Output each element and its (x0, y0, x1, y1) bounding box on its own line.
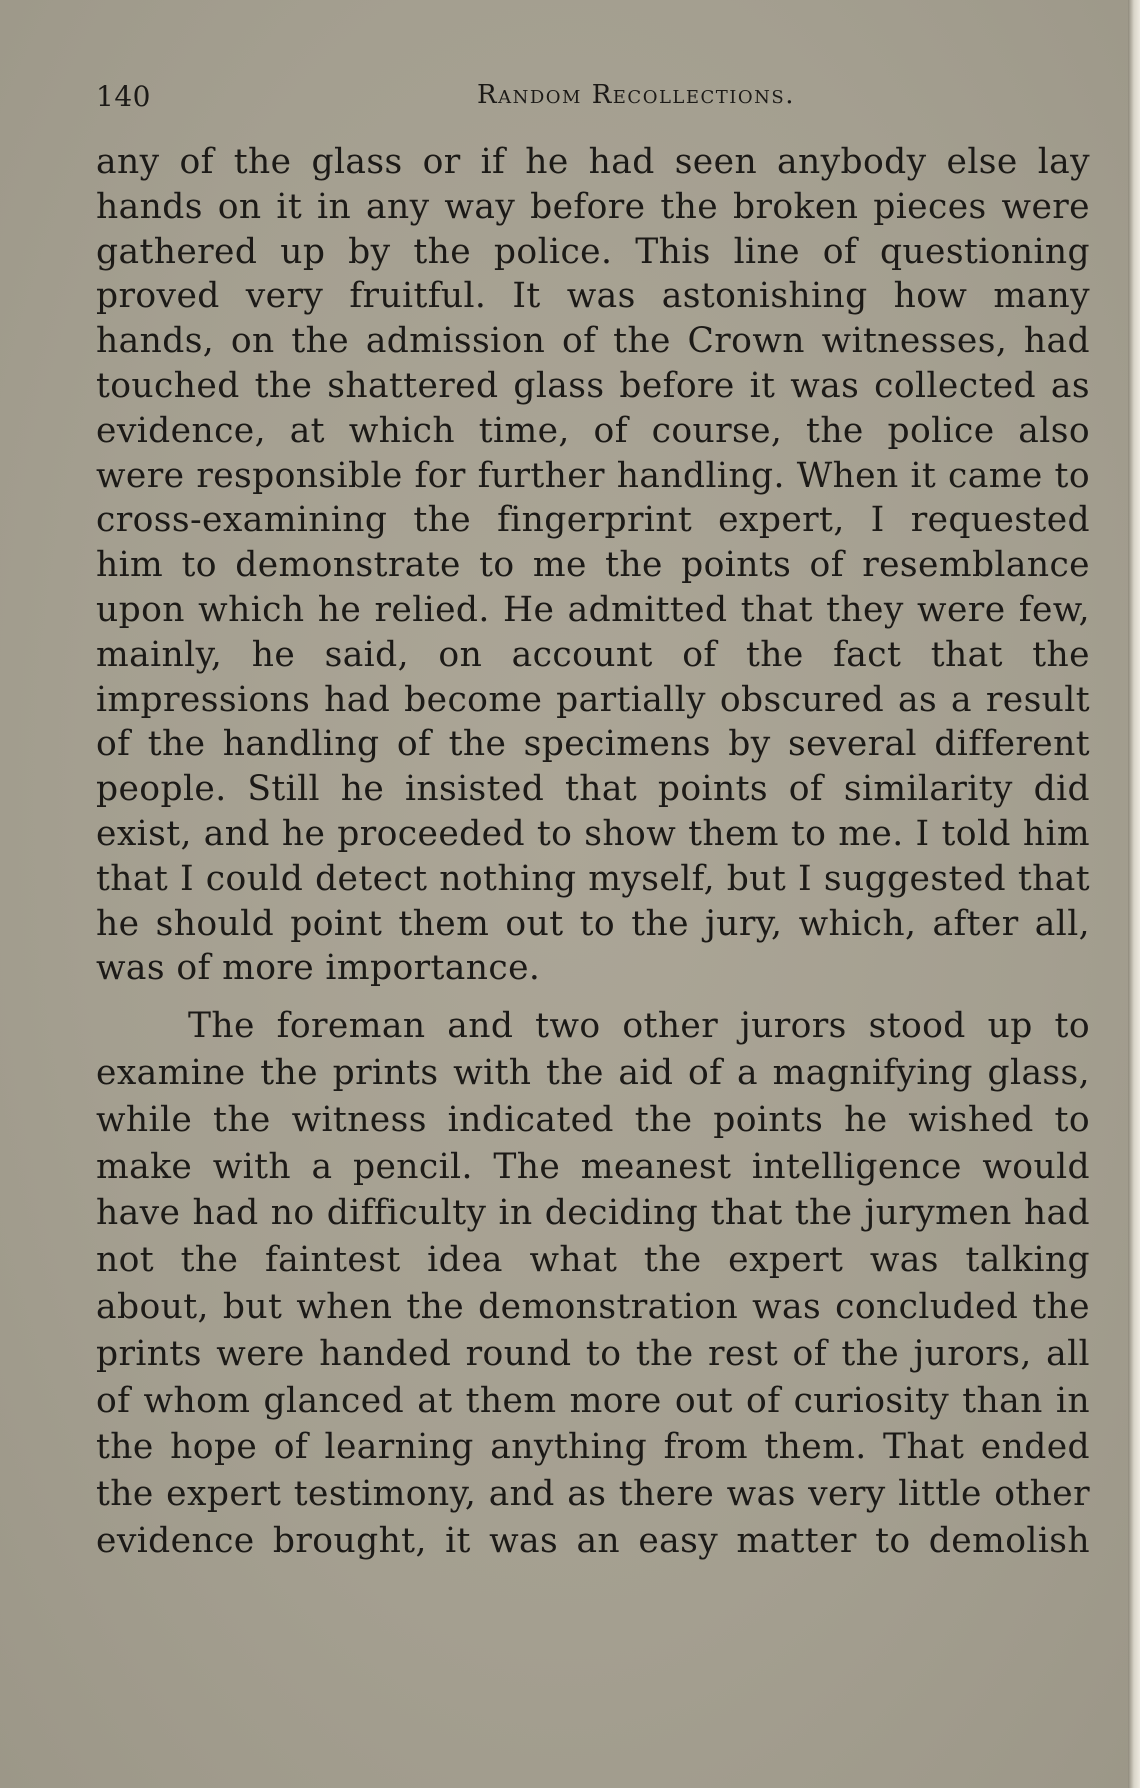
running-head (96, 80, 1086, 120)
page-number: 140 (96, 80, 151, 113)
paragraph-2: The foreman and two other jurors stood up to examine the prints with the aid of a magnifying glass, while the witness indicated the points he wished to make with a pencil. The meanest intelligence would have had no difficulty in deciding that the jurymen had not the faintest idea what the expert was talking about, but when the demonstration was concluded the prints were handed round to the rest of the jurors, all of whom glanced at them more out of curiosity than in the hope of learning anything from them. That ended the expert testimony, and as there was very little other evidence brought, it was an easy matter to demolish (96, 1006, 1090, 1561)
paragraph-1: any of the glass or if he had seen anybody else lay hands on it in any way before the broken pieces were gathered up by the police. This line of questioning proved very fruitful. It was astonishing how many hands, on the admission of the Crown witnesses, had touched the shattered glass before it was collected as evidence, at which time, of course, the police also were responsible for further handling. When it came to cross-examining the fingerprint expert, I requested him to demonstrate to me the points of resemblance upon which he relied. He admitted that they were few, mainly, he said, on account of the fact that the impressions had become partially obscured as a result of the handling of the specimens by several different people. Still he insisted that points of similarity did exist, and he proceeded to show them to me. I told him that I could detect nothing myself, but I suggested that he should point them out to the jury, which, after all, was of more importance. (96, 142, 1090, 989)
book-title: Random Recollections. (477, 80, 795, 110)
body-text (96, 140, 1090, 1565)
page-edge (1128, 0, 1140, 1788)
